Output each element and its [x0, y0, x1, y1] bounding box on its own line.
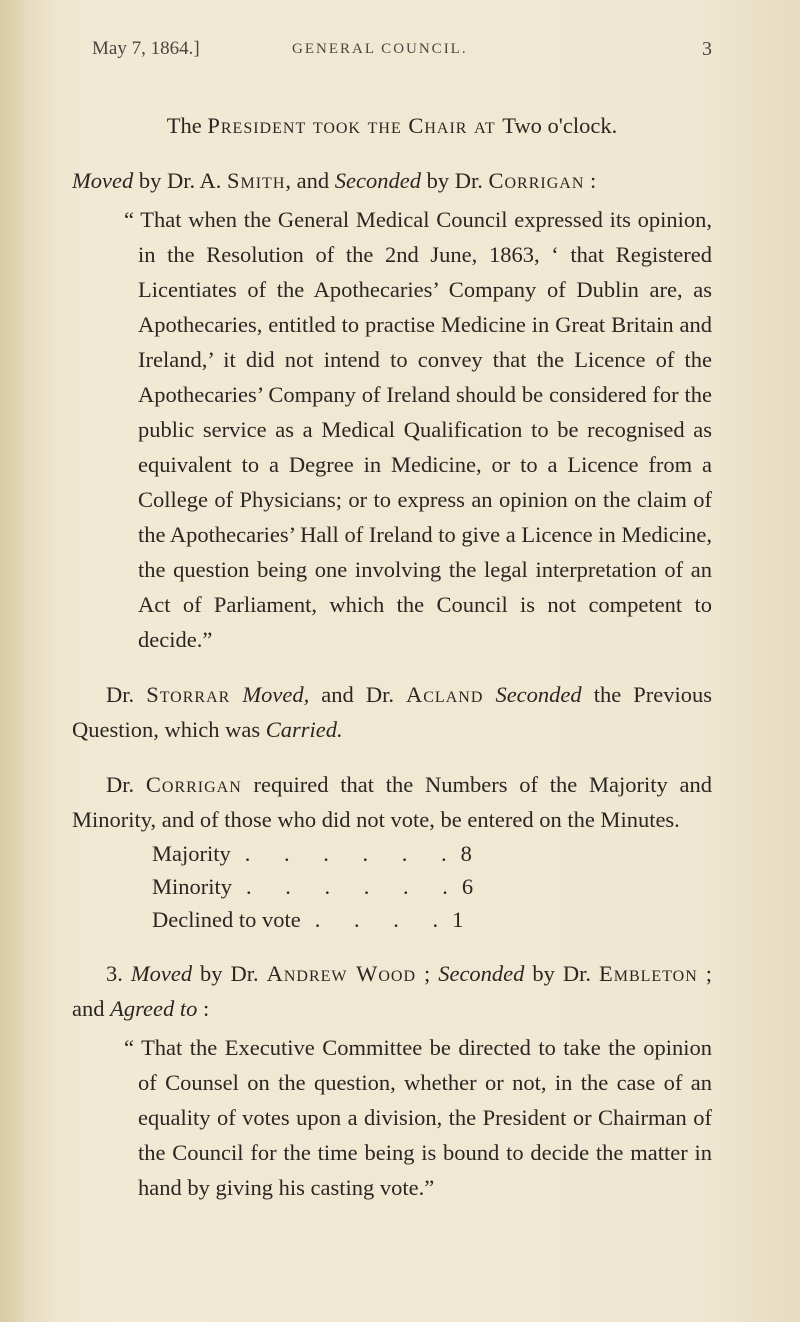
running-header [92, 38, 712, 66]
corrigan-request: Dr. Corrigan required that the Numbers of the Majority and Minority, and of those who did not vote, be entered on the Minutes. [72, 772, 712, 832]
page-number: 3 [702, 38, 712, 60]
tally-leader: . . . . . . [244, 841, 461, 866]
tally-leader: . . . . . . [246, 874, 462, 899]
tally-count: 1 [452, 907, 464, 932]
tally-label: Majority [152, 841, 231, 866]
tally-row [152, 870, 474, 903]
tally-count: 8 [460, 841, 472, 866]
tally-label: Declined to vote [152, 907, 301, 932]
header-title: GENERAL COUNCIL. [292, 41, 468, 57]
storrar-motion: Dr. Storrar Moved, and Dr. Acland Seconded the Previous Question, which was Carried. [72, 682, 713, 742]
tally-leader: . . . . [314, 907, 453, 932]
tally-count: 6 [461, 874, 474, 899]
session-heading: The President took the Chair at Two o'clock. [166, 113, 618, 138]
vote-tally [152, 837, 474, 936]
tally-row [152, 837, 472, 870]
page-edge-stain [0, 0, 60, 1322]
document-body [72, 108, 712, 1205]
tally-row [152, 903, 464, 936]
tally-label: Minority [152, 874, 233, 899]
motion-3-intro: 3. Moved by Dr. Andrew Wood ; Seconded by Dr. Embleton ; and Agreed to : [72, 961, 712, 1021]
header-date: May 7, 1864.] [92, 38, 200, 59]
resolution-3: “ That the Executive Committee be directed to take the opinion of Counsel on the question, whether or not, in the case of an equality of votes upon a division, the President or Chairman of the Council for the time being is bound to decide the matter in hand by giving his casting vote.” [124, 1035, 712, 1200]
resolution-1: “ That when the General Medical Council expressed its opinion, in the Resolution of the 2nd June, 1863, ‘ that Registered Licentiates of the Apothecaries’ Company of Dublin are, as Apothecaries, entitled to practise Medicine in Great Britain and Ireland,’ it did not intend to convey that the Licence of the Apothecaries’ Company of Ireland should be considered for the public service as a Medical Qualification to be recognised as equivalent to a Degree in Medicine, or to a Licence from a College of Physicians; or to express an opinion on the claim of the Apothecaries’ Hall of Ireland to give a Licence in Medicine, the question being one involving the legal interpretation of an Act of Parliament, which the Council is not competent to decide.” [124, 207, 712, 652]
motion-1-intro: Moved by Dr. A. Smith, and Seconded by Dr. Corrigan : [72, 168, 597, 193]
